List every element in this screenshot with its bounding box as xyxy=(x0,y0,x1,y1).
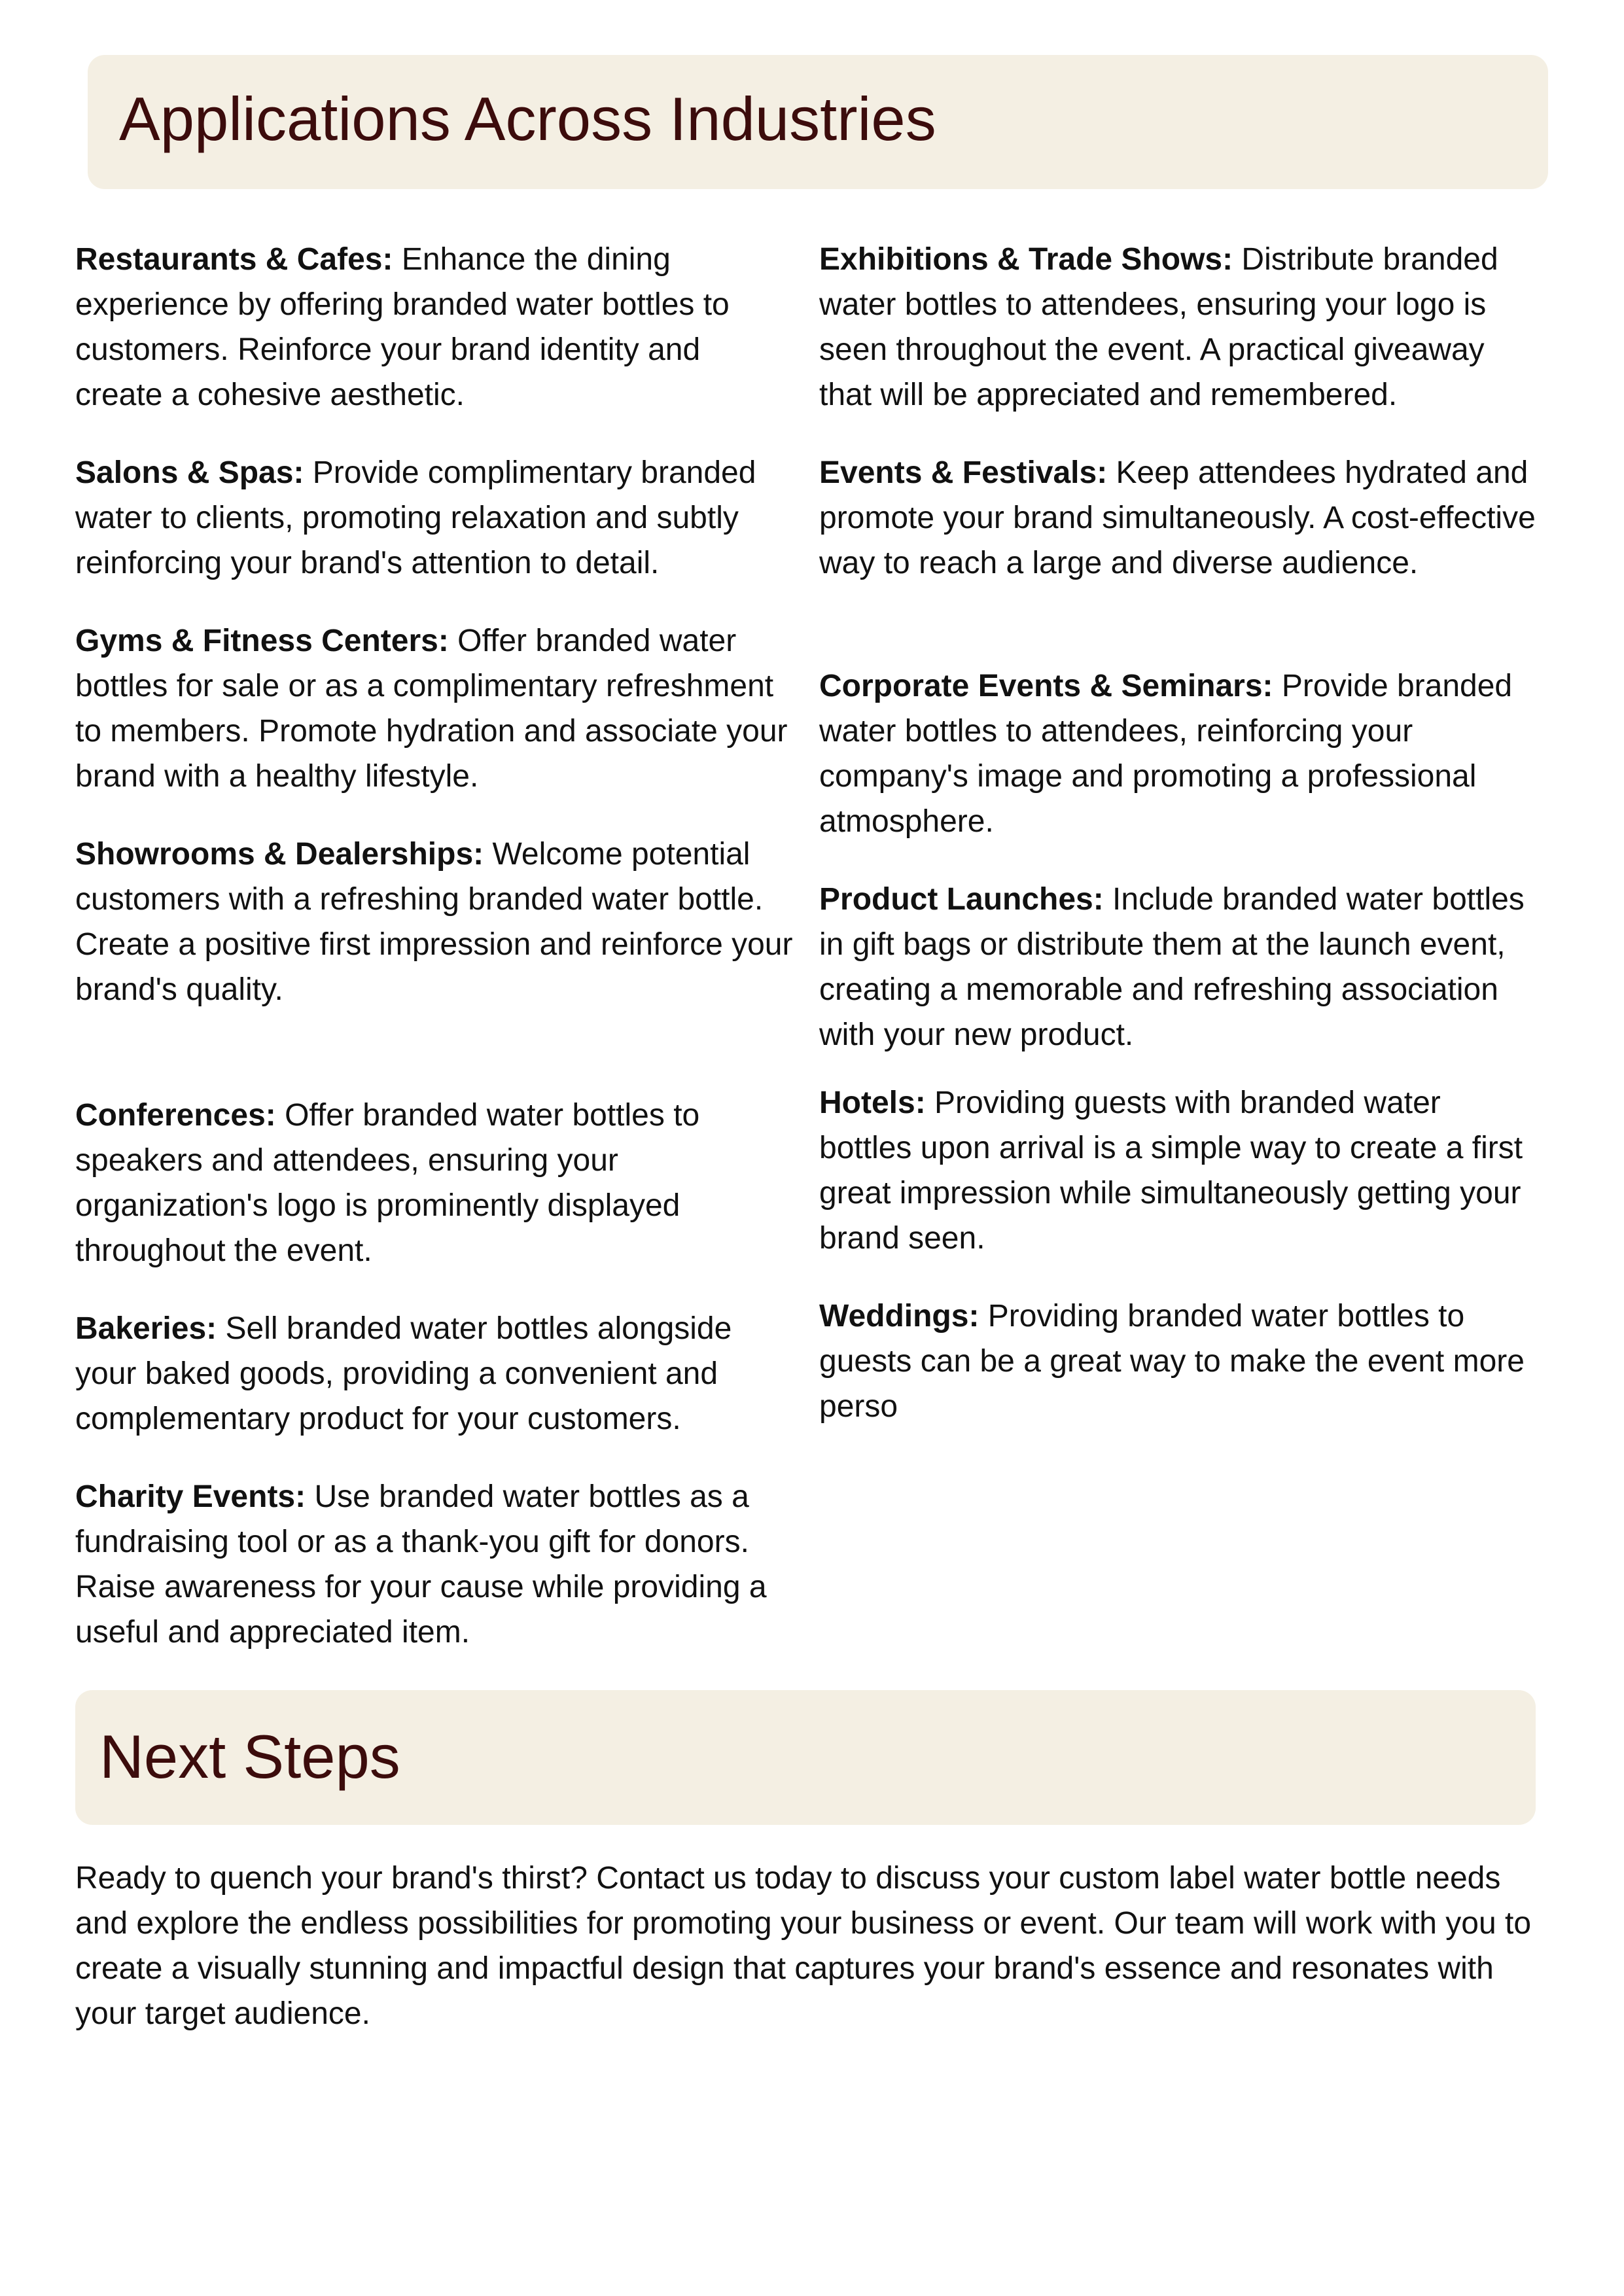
entry-text: Enhance the dining experience by offering branded water bottles to customers. Reinforce your brand identity and create a cohesive aesthetic. xyxy=(75,242,730,412)
entry-charity-events xyxy=(75,1474,795,1655)
applications-header-banner xyxy=(88,55,1548,189)
entry-label: Gyms & Fitness Centers: xyxy=(75,624,449,658)
entry-label: Charity Events: xyxy=(75,1479,306,1514)
entry-text: Offer branded water bottles to speakers and attendees, ensuring your organization's logo is prominently displayed throughout the event. xyxy=(75,1098,700,1268)
next-steps-title: Next Steps xyxy=(99,1722,400,1791)
entry-text: Include branded water bottles in gift bags or distribute them at the launch event, creating a memorable and refreshing association with your new product. xyxy=(819,882,1525,1052)
entry-weddings xyxy=(819,1294,1539,1429)
entry-label: Weddings: xyxy=(819,1299,980,1333)
entry-label: Restaurants & Cafes: xyxy=(75,242,393,277)
entry-text: Provide branded water bottles to attendees, reinforcing your company's image and promoting a professional atmosphere. xyxy=(819,669,1513,839)
entry-text: Keep attendees hydrated and promote your brand simultaneously. A cost-effective way to reach a large and diverse audience. xyxy=(819,455,1536,580)
entry-text: Offer branded water bottles for sale or as a complimentary refreshment to members. Promote hydration and associate your brand with a healthy lifestyle. xyxy=(75,624,788,794)
entry-text: Provide complimentary branded water to clients, promoting relaxation and subtly reinforcing your brand's attention to detail. xyxy=(75,455,756,580)
entry-label: Exhibitions & Trade Shows: xyxy=(819,242,1233,277)
entry-label: Corporate Events & Seminars: xyxy=(819,669,1273,703)
entry-text: Sell branded water bottles alongside your baked goods, providing a convenient and complementary product for your customers. xyxy=(75,1311,732,1436)
entry-label: Bakeries: xyxy=(75,1311,217,1346)
entry-conferences xyxy=(75,1093,795,1273)
entry-text: Providing guests with branded water bottles upon arrival is a simple way to create a first great impression while simultaneously getting your brand seen. xyxy=(819,1086,1523,1256)
entry-text: Use branded water bottles as a fundraising tool or as a thank-you gift for donors. Raise awareness for your cause while providing a useful and appreciated item. xyxy=(75,1479,767,1650)
entry-label: Showrooms & Dealerships: xyxy=(75,837,484,872)
entry-label: Product Launches: xyxy=(819,882,1104,917)
entry-hotels xyxy=(819,1080,1539,1261)
entry-label: Salons & Spas: xyxy=(75,455,304,490)
entry-label: Conferences: xyxy=(75,1098,276,1133)
entry-gyms-fitness xyxy=(75,618,795,799)
entry-bakeries xyxy=(75,1306,795,1441)
entry-restaurants-cafes xyxy=(75,237,795,417)
entry-label: Hotels: xyxy=(819,1086,926,1120)
entry-salons-spas xyxy=(75,450,795,586)
entry-exhibitions-trade-shows xyxy=(819,237,1539,417)
applications-title: Applications Across Industries xyxy=(119,84,936,153)
next-steps-body: Ready to quench your brand's thirst? Contact us today to discuss your custom label water bottle needs and explore the endless possibilities for promoting your business or event. Our team will work with you to create a visually stunning and impactful design that captures your brand's essence and resonates with your target audience. xyxy=(75,1861,1532,2031)
entry-text: Providing branded water bottles to guests can be a great way to make the event more perso xyxy=(819,1299,1525,1424)
entry-label: Events & Festivals: xyxy=(819,455,1108,490)
entry-events-festivals xyxy=(819,450,1539,586)
entry-corporate-events xyxy=(819,663,1539,844)
entry-product-launches xyxy=(819,877,1539,1057)
entry-text: Welcome potential customers with a refreshing branded water bottle. Create a positive first impression and reinforce your brand's quality. xyxy=(75,837,793,1007)
next-steps-header-banner xyxy=(75,1690,1536,1825)
entry-showrooms-dealerships xyxy=(75,832,795,1012)
entry-text: Distribute branded water bottles to attendees, ensuring your logo is seen throughout the event. A practical giveaway that will be appreciated and remembered. xyxy=(819,242,1498,412)
